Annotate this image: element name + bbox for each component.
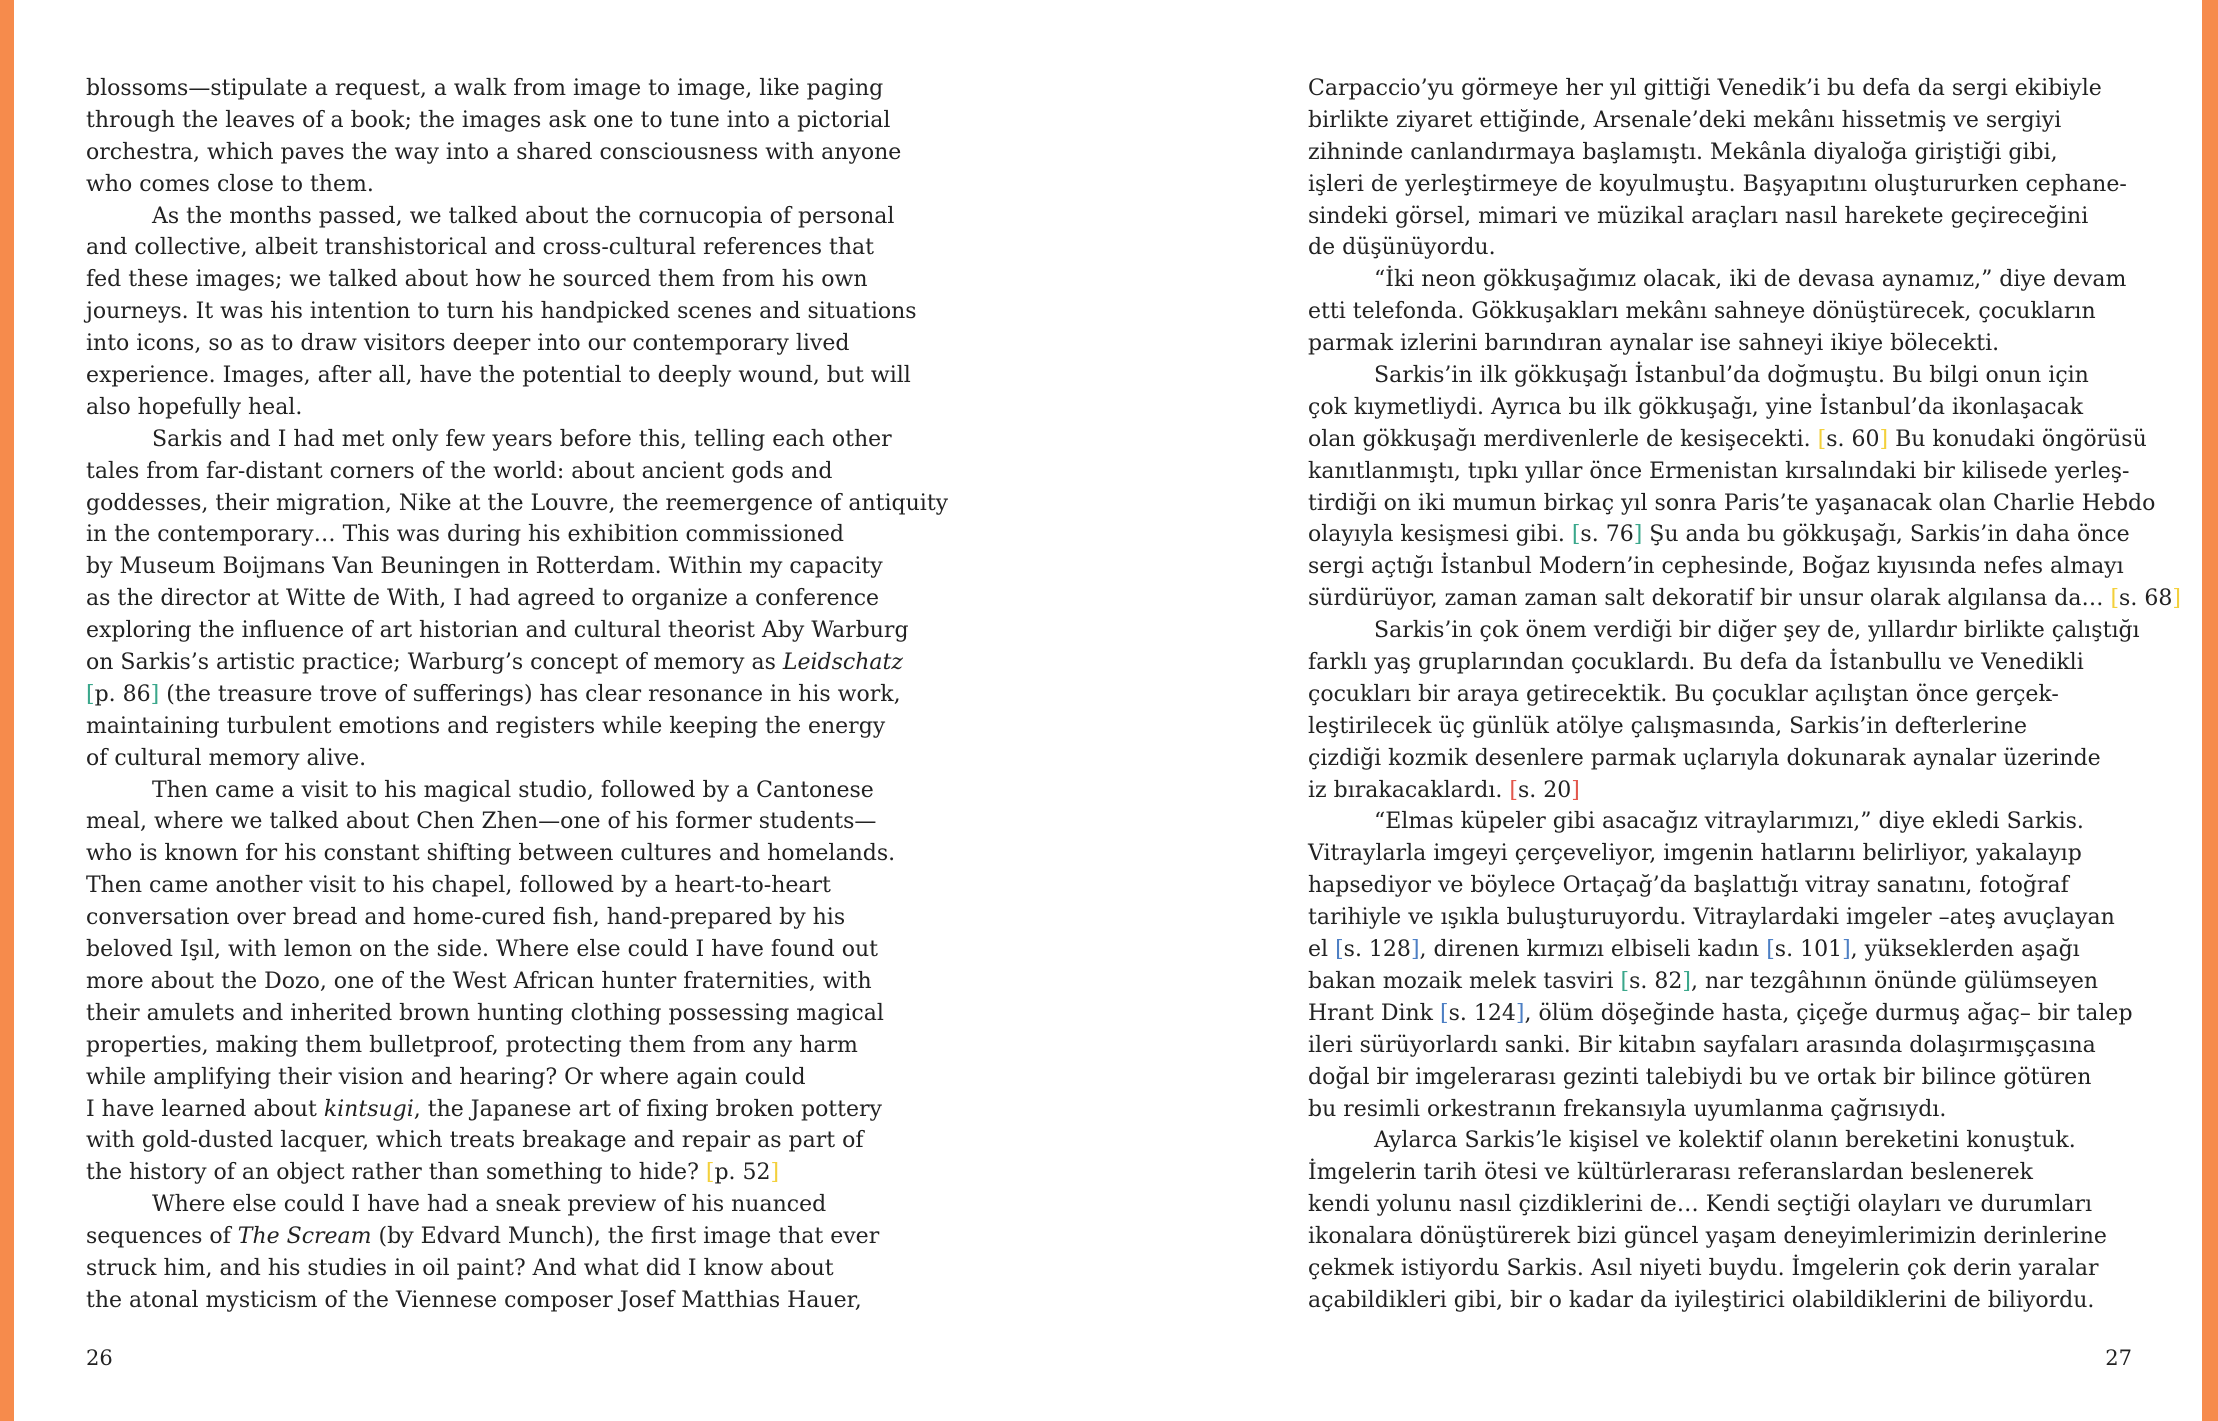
- text-line: [1308, 169, 2181, 201]
- reference-label: s. 124: [1448, 1000, 1516, 1026]
- text-run: who is known for his constant shifting between cultures and homelands.: [86, 841, 896, 867]
- text-line: [86, 1030, 948, 1062]
- text-line: [86, 1189, 948, 1221]
- text-line: [1308, 647, 2181, 679]
- text-run: As the months passed, we talked about the cornucopia of personal: [152, 203, 895, 229]
- text-line: [86, 488, 948, 520]
- text-line: [1308, 296, 2181, 328]
- page-reference: [1621, 969, 1691, 994]
- text-line: [86, 137, 948, 169]
- text-run: beloved Işıl, with lemon on the side. Where else could I have found out: [86, 937, 878, 963]
- paragraph: [1308, 615, 2181, 806]
- text-run: işleri de yerleştirmeye de koyulmuştu. Başyapıtını oluştururken cephane-: [1308, 171, 2127, 197]
- text-run: on Sarkis’s artistic practice; Warburg’s concept of memory as: [86, 650, 783, 676]
- text-line: [1308, 838, 2181, 870]
- text-run: journeys. It was his intention to turn his handpicked scenes and situations: [86, 299, 917, 325]
- text-run: , yükseklerden aşağı: [1850, 937, 2080, 963]
- page-reference: [1440, 1001, 1524, 1026]
- text-line: [86, 934, 948, 966]
- text-line: [86, 73, 948, 105]
- text-run: farklı yaş gruplarından çocuklardı. Bu defa da İstanbullu ve Venedikli: [1308, 650, 2084, 676]
- text-line: [1308, 360, 2181, 392]
- left-page-body-text: [86, 73, 948, 1317]
- text-run: hapsediyor ve böylece Ortaçağ’da başlattığı vitray sanatını, fotoğraf: [1308, 873, 2069, 899]
- text-run: experience. Images, after all, have the potential to deeply wound, but will: [86, 363, 911, 389]
- text-run: , direnen kırmızı elbiseli kadın: [1419, 937, 1767, 963]
- text-line: [86, 264, 948, 296]
- text-line: [1308, 456, 2181, 488]
- text-run: into icons, so as to draw visitors deeper into our contemporary lived: [86, 331, 850, 357]
- text-line: [1308, 201, 2181, 233]
- text-run: Vitraylarla imgeyi çerçeveliyor, imgenin hatlarını belirliyor, yakalayıp: [1308, 841, 2082, 867]
- text-line: [1308, 870, 2181, 902]
- text-run: Hrant Dink: [1308, 1000, 1440, 1026]
- text-run: ileri sürüyorlardı sanki. Bir kitabın sayfaları arasında dolaşırmışçasına: [1308, 1032, 2096, 1058]
- reference-bracket-close: ]: [1515, 1000, 1525, 1026]
- left-orange-edge: [0, 0, 14, 1421]
- text-run: “İki neon gökkuşağımız olacak, iki de devasa aynamız,” diye devam: [1374, 267, 2127, 293]
- text-line: [86, 711, 948, 743]
- text-line: [1308, 1157, 2181, 1189]
- reference-label: s. 101: [1774, 937, 1843, 963]
- text-line: [86, 998, 948, 1030]
- reference-label: s. 76: [1580, 522, 1634, 548]
- reference-bracket-close: ]: [1571, 777, 1580, 803]
- text-run: İmgelerin tarih ötesi ve kültürlerarası referanslardan beslenerek: [1308, 1160, 2033, 1186]
- text-run: while amplifying their vision and hearing? Or where again could: [86, 1064, 806, 1090]
- text-line: [86, 328, 948, 360]
- text-line: [86, 679, 948, 711]
- text-line: [1308, 73, 2181, 105]
- text-line: [1308, 934, 2181, 966]
- paragraph: [86, 201, 948, 424]
- text-run: , the Japanese art of fixing broken pottery: [413, 1096, 882, 1122]
- text-line: [86, 647, 948, 679]
- reference-bracket-close: ]: [150, 681, 160, 707]
- text-run: maintaining turbulent emotions and registers while keeping the energy: [86, 713, 886, 739]
- text-run: parmak izlerini barındıran aynalar ise sahneyi ikiye bölecekti.: [1308, 331, 2000, 357]
- text-run: çok kıymetliydi. Ayrıca bu ilk gökkuşağı, yine İstanbul’da ikonlaşacak: [1308, 394, 2084, 420]
- reference-label: s. 20: [1517, 777, 1572, 803]
- text-run: çekmek istiyordu Sarkis. Asıl niyeti buydu. İmgelerin çok derin yaralar: [1308, 1255, 2099, 1281]
- italic-text: kintsugi: [323, 1096, 414, 1122]
- text-line: [86, 902, 948, 934]
- paragraph: [86, 775, 948, 1190]
- page-reference: [86, 682, 159, 707]
- text-line: [86, 169, 948, 201]
- reference-bracket-close: ]: [1842, 937, 1851, 963]
- text-run: the history of an object rather than something to hide?: [86, 1160, 706, 1186]
- text-line: [1308, 679, 2181, 711]
- reference-bracket-close: ]: [770, 1160, 780, 1186]
- paragraph: [86, 73, 948, 201]
- text-line: [1308, 551, 2181, 583]
- italic-text: The Scream: [237, 1224, 372, 1250]
- text-run: properties, making them bulletproof, protecting them from any harm: [86, 1032, 858, 1058]
- text-run: de düşünüyordu.: [1308, 235, 1496, 261]
- paragraph: [1308, 806, 2181, 1125]
- reference-bracket-close: ]: [1879, 426, 1889, 452]
- text-line: [86, 296, 948, 328]
- paragraph: [86, 1189, 948, 1317]
- text-run: olan gökkuşağı merdivenlerle de kesişecekti.: [1308, 426, 1818, 452]
- text-line: [1308, 392, 2181, 424]
- left-page-number: 26: [86, 1346, 113, 1370]
- text-run: exploring the influence of art historian and cultural theorist Aby Warburg: [86, 618, 909, 644]
- text-line: [1308, 998, 2181, 1030]
- text-line: [1308, 966, 2181, 998]
- text-run: iz bırakacaklardı.: [1308, 777, 1510, 803]
- text-run: and collective, albeit transhistorical and cross-cultural references that: [86, 235, 874, 261]
- reference-bracket-open: [: [2110, 586, 2120, 612]
- text-run: through the leaves of a book; the images ask one to tune into a pictorial: [86, 107, 891, 133]
- reference-bracket-open: [: [1620, 968, 1630, 994]
- text-line: [1308, 105, 2181, 137]
- text-run: Where else could I have had a sneak preview of his nuanced: [152, 1192, 827, 1218]
- page-reference: [1572, 522, 1642, 547]
- reference-bracket-open: [: [705, 1160, 715, 1186]
- text-run: sindeki görsel, mimari ve müzikal araçları nasıl harekete geçireceğini: [1308, 203, 2089, 229]
- text-run: ikonalara dönüştürerek bizi güncel yaşam deneyimlerimizin derinlerine: [1308, 1224, 2107, 1250]
- text-line: [86, 424, 948, 456]
- text-line: [1308, 1094, 2181, 1126]
- text-line: [1308, 1221, 2181, 1253]
- text-line: [86, 360, 948, 392]
- text-run: açabildikleri gibi, bir o kadar da iyileştirici olabildiklerini de biliyordu.: [1308, 1287, 2095, 1313]
- text-run: sergi açtığı İstanbul Modern’in cephesinde, Boğaz kıyısında nefes almayı: [1308, 554, 2124, 580]
- reference-bracket-open: [: [1817, 426, 1827, 452]
- text-line: [1308, 1030, 2181, 1062]
- text-run: more about the Dozo, one of the West African hunter fraternities, with: [86, 968, 872, 994]
- text-line: [86, 1285, 948, 1317]
- reference-label: p. 86: [94, 681, 151, 707]
- text-line: [1308, 1125, 2181, 1157]
- italic-text: Leidschatz: [782, 650, 903, 676]
- text-line: [1308, 902, 2181, 934]
- text-line: [1308, 743, 2181, 775]
- reference-bracket-open: [: [86, 681, 95, 707]
- text-run: Carpaccio’yu görmeye her yıl gittiği Venedik’i bu defa da sergi ekibiyle: [1308, 76, 2102, 101]
- text-line: [1308, 615, 2181, 647]
- text-run: kendi yolunu nasıl çizdiklerini de… Kendi seçtiği olayları ve durumları: [1308, 1192, 2093, 1218]
- text-run: olayıyla kesişmesi gibi.: [1308, 522, 1572, 548]
- text-run: of cultural memory alive.: [86, 745, 367, 771]
- text-line: [86, 551, 948, 583]
- reference-bracket-open: [: [1440, 1000, 1449, 1026]
- text-line: [86, 1125, 948, 1157]
- text-run: struck him, and his studies in oil paint? And what did I know about: [86, 1255, 834, 1281]
- reference-label: s. 82: [1629, 968, 1683, 994]
- right-page-body-text: [1308, 73, 2181, 1317]
- text-run: kanıtlanmıştı, tıpkı yıllar önce Ermenistan kırsalındaki bir kilisede yerleş-: [1308, 458, 2130, 484]
- reference-bracket-close: ]: [1633, 522, 1643, 548]
- text-line: [1308, 424, 2181, 456]
- text-line: [1308, 137, 2181, 169]
- text-line: [1308, 1062, 2181, 1094]
- text-line: [86, 105, 948, 137]
- text-run: zihninde canlandırmaya başlamıştı. Mekânla diyaloğa giriştiği gibi,: [1308, 139, 2058, 165]
- text-run: Sarkis’in çok önem verdiği bir diğer şey de, yıllardır birlikte çalıştığı: [1374, 618, 2140, 644]
- page-reference: [1509, 778, 1579, 803]
- text-line: [86, 806, 948, 838]
- text-run: tales from far-distant corners of the world: about ancient gods and: [86, 458, 833, 484]
- text-line: [86, 775, 948, 807]
- right-orange-edge: [2202, 0, 2218, 1421]
- text-run: meal, where we talked about Chen Zhen—one of his former students—: [86, 809, 877, 835]
- text-run: tarihiyle ve ışıkla buluşturuyordu. Vitraylardaki imgeler –ateş avuçlayan: [1308, 905, 2115, 931]
- text-run: Şu anda bu gökkuşağı, Sarkis’in daha önce: [1642, 522, 2130, 548]
- text-run: who comes close to them.: [86, 171, 374, 197]
- text-run: conversation over bread and home-cured fish, hand-prepared by his: [86, 905, 846, 931]
- page-reference: [2110, 586, 2180, 611]
- page-reference: [1818, 427, 1888, 452]
- paragraph: [1308, 73, 2181, 264]
- text-run: etti telefonda. Gökkuşakları mekânı sahneye dönüştürecek, çocukların: [1308, 299, 2096, 325]
- right-page-number: 27: [2105, 1346, 2132, 1370]
- text-line: [1308, 1189, 2181, 1221]
- reference-bracket-close: ]: [2172, 586, 2181, 612]
- text-line: [86, 519, 948, 551]
- text-line: [86, 1253, 948, 1285]
- text-run: as the director at Witte de With, I had agreed to organize a conference: [86, 586, 880, 612]
- reference-bracket-close: ]: [1682, 968, 1691, 994]
- text-line: [1308, 775, 2181, 807]
- reference-bracket-open: [: [1571, 522, 1581, 548]
- text-run: by Museum Boijmans Van Beuningen in Rotterdam. Within my capacity: [86, 554, 883, 580]
- text-run: , nar tezgâhının önünde gülümseyen: [1690, 968, 2099, 994]
- text-run: fed these images; we talked about how he sourced them from his own: [86, 267, 868, 293]
- reference-bracket-open: [: [1509, 777, 1518, 803]
- text-line: [1308, 806, 2181, 838]
- text-run: doğal bir imgelerarası gezinti talebiydi bu ve ortak bir bilince götüren: [1308, 1064, 2092, 1090]
- paragraph: [1308, 1125, 2181, 1316]
- text-line: [86, 1062, 948, 1094]
- text-run: (by Edvard Munch), the first image that ever: [371, 1224, 880, 1250]
- text-line: [86, 583, 948, 615]
- text-run: with gold-dusted lacquer, which treats breakage and repair as part of: [86, 1128, 864, 1154]
- text-line: [86, 232, 948, 264]
- text-run: bakan mozaik melek tasviri: [1308, 968, 1621, 994]
- text-run: Then came a visit to his magical studio, followed by a Cantonese: [152, 777, 874, 803]
- text-run: also hopefully heal.: [86, 394, 303, 420]
- text-run: Aylarca Sarkis’le kişisel ve kolektif olanın bereketini konuştuk.: [1374, 1128, 2076, 1154]
- text-run: , ölüm döşeğinde hasta, çiçeğe durmuş ağaç– bir talep: [1524, 1000, 2133, 1026]
- text-run: sequences of: [86, 1224, 238, 1250]
- text-line: [1308, 488, 2181, 520]
- text-run: birlikte ziyaret ettiğinde, Arsenale’deki mekânı hissetmiş ve sergiyi: [1308, 107, 2062, 133]
- text-run: çizdiği kozmik desenlere parmak uçlarıyla dokunarak aynalar üzerinde: [1308, 745, 2101, 771]
- page-reference: [1335, 937, 1419, 962]
- text-run: in the contemporary… This was during his exhibition commissioned: [86, 522, 845, 548]
- text-line: [86, 1094, 948, 1126]
- reference-label: s. 68: [2119, 586, 2173, 612]
- text-run: Sarkis and I had met only few years before this, telling each other: [152, 426, 892, 452]
- text-run: their amulets and inherited brown hunting clothing possessing magical: [86, 1000, 884, 1026]
- text-line: [1308, 264, 2181, 296]
- reference-bracket-open: [: [1766, 937, 1775, 963]
- reference-label: p. 52: [714, 1160, 771, 1186]
- text-run: Then came another visit to his chapel, followed by a heart-to-heart: [86, 873, 831, 899]
- reference-bracket-open: [: [1335, 937, 1344, 963]
- text-line: [1308, 519, 2181, 551]
- text-line: [86, 392, 948, 424]
- text-line: [1308, 1285, 2181, 1317]
- text-run: çocukları bir araya getirecektik. Bu çocuklar açılıştan önce gerçek-: [1308, 681, 2059, 707]
- text-run: I have learned about: [86, 1096, 324, 1122]
- text-line: [86, 838, 948, 870]
- text-run: “Elmas küpeler gibi asacağız vitraylarımızı,” diye ekledi Sarkis.: [1374, 809, 2084, 835]
- text-run: (the treasure trove of sufferings) has clear resonance in his work,: [159, 681, 901, 707]
- text-line: [1308, 232, 2181, 264]
- reference-label: s. 128: [1343, 937, 1411, 963]
- text-run: bu resimli orkestranın frekansıyla uyumlanma çağrısıydı.: [1308, 1096, 1947, 1122]
- text-run: Bu konudaki öngörüsü: [1888, 426, 2147, 452]
- text-line: [86, 201, 948, 233]
- text-line: [86, 966, 948, 998]
- text-line: [86, 1221, 948, 1253]
- text-run: leştirilecek üç günlük atölye çalışmasında, Sarkis’in defterlerine: [1308, 713, 2028, 739]
- text-line: [86, 870, 948, 902]
- text-line: [1308, 1253, 2181, 1285]
- text-line: [1308, 711, 2181, 743]
- text-line: [86, 743, 948, 775]
- reference-label: s. 60: [1826, 426, 1880, 452]
- text-line: [1308, 328, 2181, 360]
- page-reference: [706, 1160, 779, 1185]
- text-run: el: [1308, 937, 1336, 963]
- text-line: [86, 615, 948, 647]
- paragraph: [86, 424, 948, 775]
- text-run: tirdiği on iki mumun birkaç yıl sonra Paris’te yaşanacak olan Charlie Hebdo: [1308, 490, 2156, 516]
- text-run: Sarkis’in ilk gökkuşağı İstanbul’da doğmuştu. Bu bilgi onun için: [1374, 363, 2089, 389]
- text-run: goddesses, their migration, Nike at the Louvre, the reemergence of antiquity: [86, 490, 949, 516]
- text-run: sürdürüyor, zaman zaman salt dekoratif bir unsur olarak algılansa da…: [1308, 586, 2111, 612]
- text-run: the atonal mysticism of the Viennese composer Josef Matthias Hauer,: [86, 1287, 862, 1313]
- text-line: [86, 456, 948, 488]
- paragraph: [1308, 264, 2181, 360]
- paragraph: [1308, 360, 2181, 615]
- text-run: orchestra, which paves the way into a shared consciousness with anyone: [86, 139, 902, 165]
- reference-bracket-close: ]: [1410, 937, 1420, 963]
- page-reference: [1766, 937, 1850, 962]
- text-line: [86, 1157, 948, 1189]
- text-line: [1308, 583, 2181, 615]
- text-run: blossoms—stipulate a request, a walk from image to image, like paging: [86, 76, 884, 101]
